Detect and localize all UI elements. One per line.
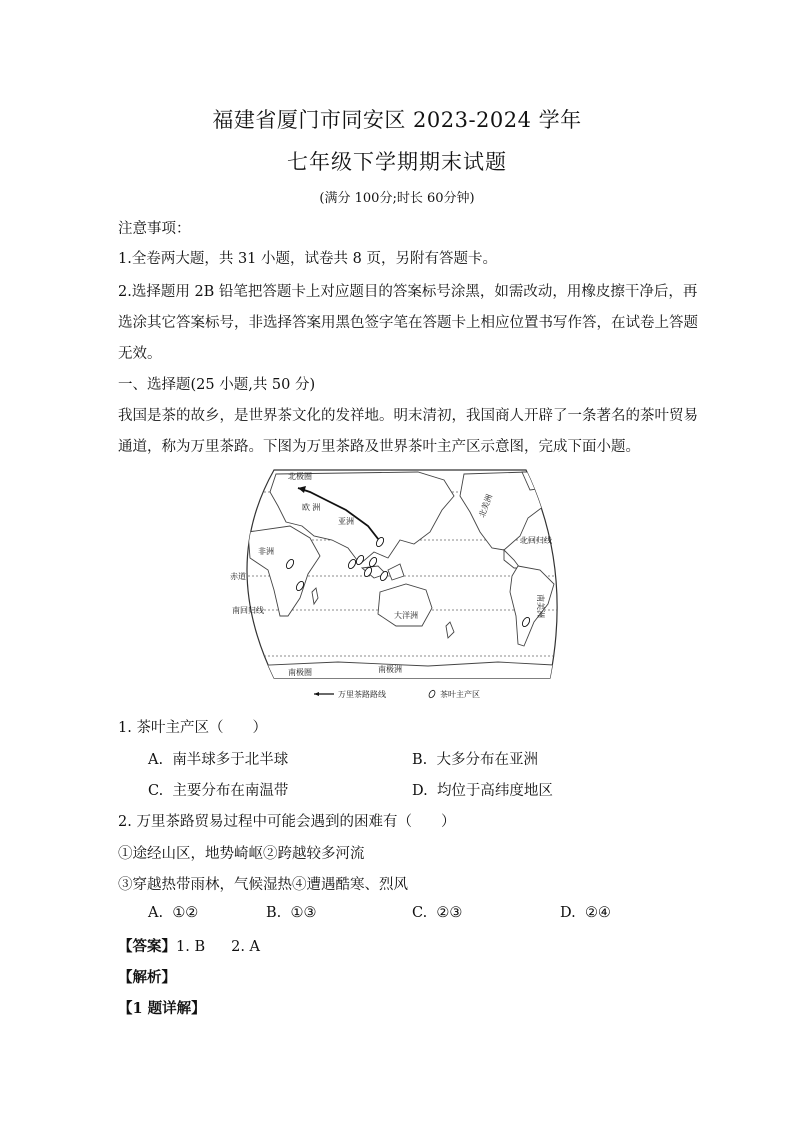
- option-text: ②④: [584, 905, 611, 921]
- map-label-europe: 欧 洲: [302, 503, 321, 512]
- exam-title-line1: 福建省厦门市同安区 2023-2024 学年: [212, 108, 582, 132]
- notes-heading: 注意事项：: [118, 221, 191, 237]
- notes-item-2-line-1: 2.选择题用 2B 铅笔把答题卡上对应题目的答案标号涂黑，如需改动，用橡皮擦干净后，再: [118, 284, 698, 300]
- map-label-south-america: 南美洲: [536, 594, 545, 618]
- map-label-south-tropic: 南回归线: [232, 606, 264, 615]
- exam-title-line2: 七年级下学期期末试题: [287, 150, 507, 174]
- legend-route-label: 万里茶路路线: [338, 690, 386, 699]
- option-text: 主要分布在南温带: [172, 783, 289, 799]
- option-text: 南半球多于北半球: [172, 752, 289, 768]
- map-label-antarctica: 南极洲: [378, 665, 402, 674]
- map-label-equator: 赤道: [230, 572, 246, 581]
- map-label-asia: 亚洲: [338, 517, 354, 526]
- exam-subtitle: (满分 100分;时长 60分钟): [319, 191, 475, 206]
- answer-label: 【答案】: [118, 938, 176, 955]
- question-2-choices-line-1: ①途经山区，地势崎岖②跨越较多河流: [118, 846, 365, 862]
- map-label-north-tropic: 北回归线: [520, 536, 552, 545]
- map-legend: [314, 689, 480, 699]
- notes-item-1: 1.全卷两大题，共 31 小题，试卷共 8 页，另附有答题卡。: [118, 251, 497, 267]
- question-1-option-a: [148, 748, 288, 769]
- map-label-oceania: 大洋洲: [394, 611, 418, 620]
- option-letter: D.: [560, 905, 576, 921]
- legend-tea-area-label: 茶叶主产区: [440, 690, 480, 699]
- intro-line-2: 通道，称为万里茶路。下图为万里茶路及世界茶叶主产区示意图，完成下面小题。: [118, 439, 640, 455]
- notes-item-2-line-2: 选涂其它答案标号，非选择答案用黑色签字笔在答题卡上相应位置书写作答，在试卷上答题: [118, 315, 698, 331]
- option-text: ①②: [172, 905, 199, 921]
- section-heading: 一、选择题(25 小题,共 50 分): [118, 377, 316, 393]
- map-label-antarctic-circle: 南极圈: [288, 668, 312, 677]
- option-letter: D.: [412, 783, 428, 799]
- map-label-north-america: 北美洲: [477, 493, 495, 519]
- option-text: 均位于高纬度地区: [436, 783, 553, 799]
- option-letter: C.: [148, 783, 164, 799]
- option-letter: B.: [412, 752, 428, 768]
- question-2-option-d: [560, 905, 611, 921]
- analysis-detail-1: 【1 题详解】: [118, 1000, 206, 1017]
- question-2-option-b: [266, 905, 316, 921]
- question-1-stem: 1. 茶叶主产区（ ）: [118, 720, 267, 736]
- question-2-option-a: [148, 905, 198, 921]
- option-letter: B.: [266, 905, 282, 921]
- option-letter: A.: [148, 752, 164, 768]
- map-label-arctic-circle: 北极圈: [288, 472, 312, 481]
- question-2-choices-line-2: ③穿越热带雨林，气候湿热④遭遇酷寒、烈风: [118, 877, 408, 893]
- question-1-option-b: [412, 748, 538, 769]
- option-text: ②③: [436, 905, 463, 921]
- notes-item-2-line-3: 无效。: [118, 346, 162, 362]
- question-2-stem: 2. 万里茶路贸易过程中可能会遇到的困难有（ ）: [118, 814, 456, 830]
- option-letter: A.: [148, 905, 164, 921]
- question-1-option-c: [148, 779, 288, 800]
- option-text: ①③: [290, 905, 317, 921]
- option-letter: C.: [412, 905, 428, 921]
- answer-row: [118, 935, 260, 956]
- map-label-africa: 非洲: [258, 547, 274, 556]
- tea-road-world-map: [228, 466, 572, 704]
- question-1-option-d: [412, 779, 553, 800]
- intro-line-1: 我国是茶的故乡，是世界茶文化的发祥地。明末清初，我国商人开辟了一条著名的茶叶贸易: [118, 408, 698, 424]
- option-text: 大多分布在亚洲: [436, 752, 538, 768]
- answer-1: 1. B: [176, 939, 206, 955]
- question-2-option-c: [412, 905, 462, 921]
- analysis-label: 【解析】: [118, 969, 176, 986]
- answer-2: 2. A: [231, 939, 261, 955]
